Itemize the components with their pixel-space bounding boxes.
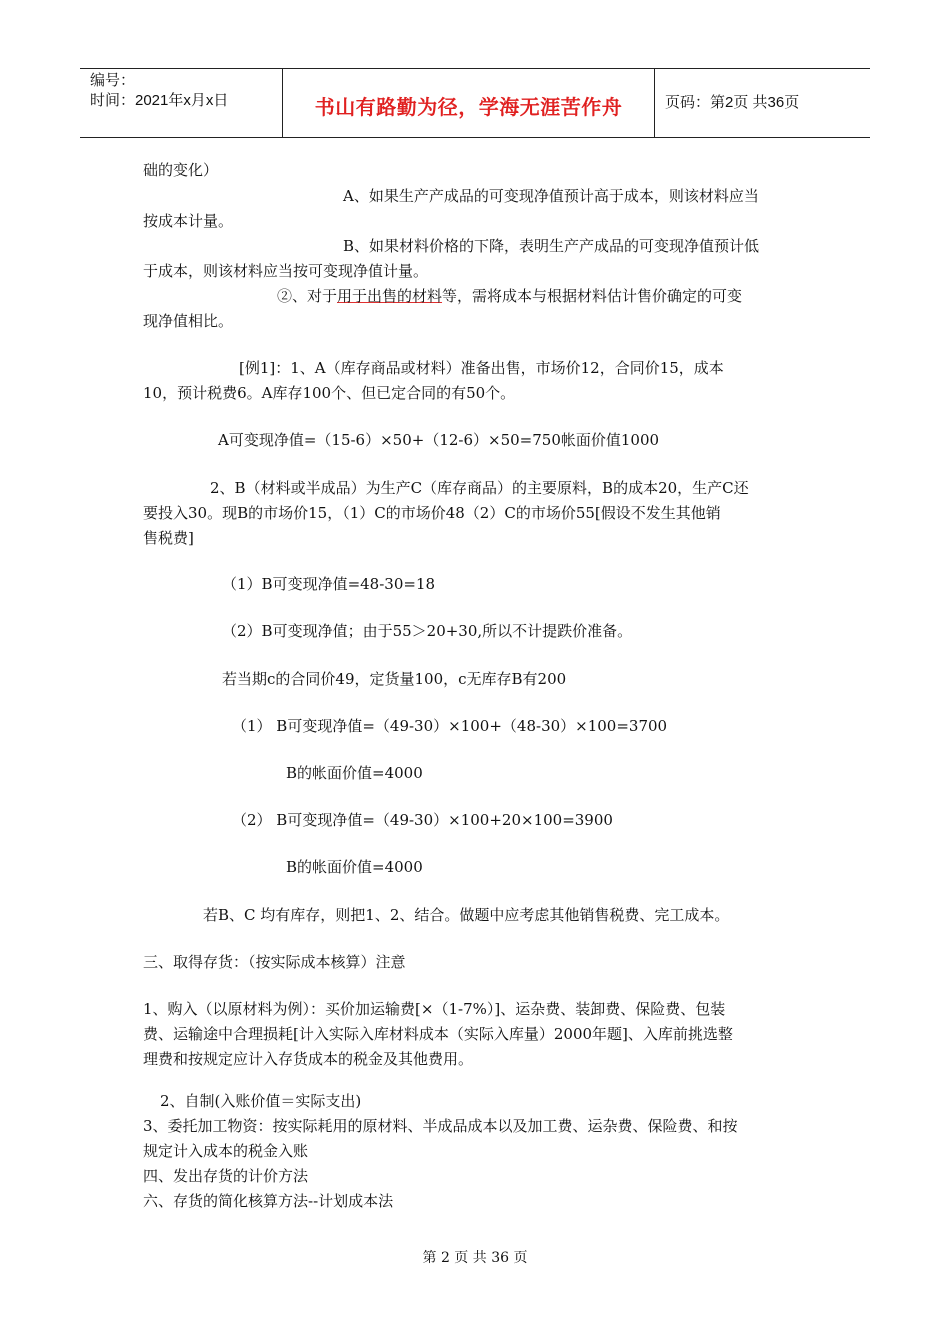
example-line: 要投入30。现B的市场价15，（1）C的市场价48（2）C的市场价55[假设不发生其他销 [143,504,721,522]
example-line: 若B、C 均有库存，则把1、2、结合。做题中应考虑其他销售税费、完工成本。 [203,906,730,924]
paragraph-line [277,286,742,307]
paragraph-line: 费、运输途中合理损耗[计入实际入库材料成本（实际入库量）2000年题]、入库前挑选整 [143,1025,733,1043]
example-line: 售税费] [143,529,194,547]
text-run: ②、对于 [277,287,338,305]
section-heading: 三、取得存货：（按实际成本核算）注意 [143,953,406,971]
paragraph-line: 现净值相比。 [143,312,234,330]
page-header [80,68,870,138]
text-run: 等，需将成本与根据材料估计售价确定的可变 [442,287,743,305]
formula-line: （2） B可变现净值=（49-30）×100+20×100=3900 [232,811,613,829]
example-line: 若当期c的合同价49，定货量100，c无库存B有200 [222,670,567,688]
paragraph-line: 规定计入成本的税金入账 [143,1142,309,1160]
paragraph-line: 按成本计量。 [143,212,234,230]
formula-line: A可变现净值=（15-6）×50+（12-6）×50=750帐面价值1000 [218,431,660,449]
example-line: 2、B（材料或半成品）为生产C（库存商品）的主要原料，B的成本20，生产C还 [210,479,749,497]
document-number: 编号： [90,72,136,89]
header-page-cell [655,69,870,137]
paragraph-line: B、如果材料价格的下降，表明生产产成品的可变现净值预计低 [343,237,760,255]
paragraph-line: 3、委托加工物资：按实际耗用的原材料、半成品成本以及加工费、运杂费、保险费、和按 [143,1117,738,1135]
formula-line: （1）B可变现净值=48-30=18 [222,575,436,593]
header-page-number: 页码：第2页 共36页 [665,94,800,111]
paragraph-line: 1、购入（以原材料为例）：买价加运输费[×（1-7%）]、运杂费、装卸费、保险费、包装 [143,1000,726,1018]
paragraph-line: 础的变化） [143,161,219,179]
page-footer: 第 2 页 共 36 页 [422,1250,528,1266]
formula-line: B的帐面价值=4000 [286,764,423,782]
paragraph-line: 于成本，则该材料应当按可变现净值计量。 [143,262,429,280]
example-line: [例1]：1、A（库存商品或材料）准备出售，市场价12，合同价15，成本 [239,359,724,377]
formula-line: （2）B可变现净值；由于55＞20+30,所以不计提跌价准备。 [222,622,633,640]
section-heading: 四、发出存货的计价方法 [143,1167,309,1185]
underlined-term: 用于出售的材料 [337,287,443,305]
section-heading: 六、存货的简化核算方法--计划成本法 [143,1192,394,1210]
header-meta-cell [80,69,283,137]
formula-line: （1） B可变现净值=（49-30）×100+（48-30）×100=3700 [232,717,668,735]
header-motto: 书山有路勤为径，学海无涯苦作舟 [314,95,623,119]
paragraph-line: 2、自制(入账价值＝实际支出) [160,1092,362,1110]
paragraph-line: 理费和按规定应计入存货成本的税金及其他费用。 [143,1050,474,1068]
formula-line: B的帐面价值=4000 [286,858,423,876]
document-date: 时间：2021年x月x日 [90,92,229,109]
example-line: 10，预计税费6。A库存100个、但已定合同的有50个。 [143,384,516,402]
paragraph-line: A、如果生产产成品的可变现净值预计高于成本，则该材料应当 [343,187,759,205]
header-motto-cell [283,69,655,137]
